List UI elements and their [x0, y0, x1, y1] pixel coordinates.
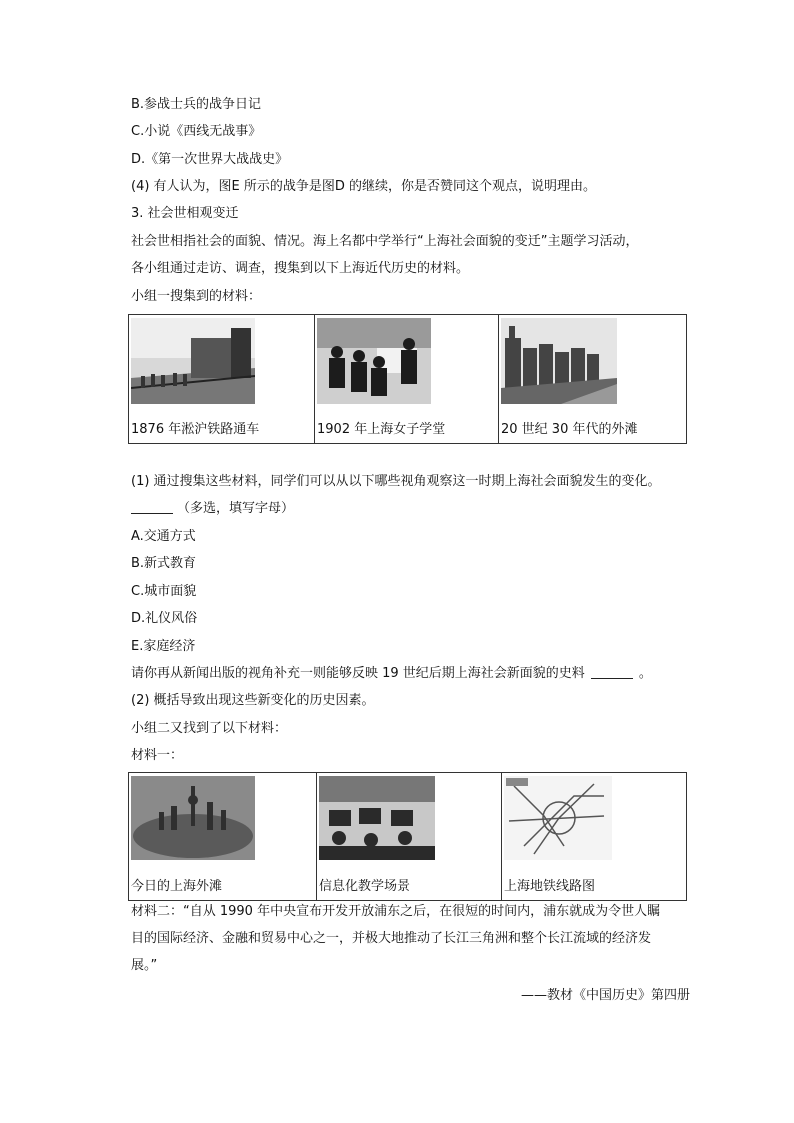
metro-map-icon: [504, 776, 612, 860]
option-b: B.新式教育: [131, 556, 197, 571]
caption: 上海地铁线路图: [504, 879, 596, 894]
supplement-question: [131, 664, 652, 684]
material-table-2: [128, 772, 687, 901]
supplement-text: 请你再从新闻出版的视角补充一则能够反映 19 世纪后期上海社会新面貌的史料: [131, 666, 585, 681]
caption: 今日的上海外滩: [131, 879, 223, 894]
table-cell: [129, 773, 317, 901]
caption: 1876 年淞沪铁路通车: [131, 422, 260, 437]
option-b: B.参战士兵的战争日记: [131, 97, 262, 112]
question-1-hint: （多选，填写字母）: [177, 501, 295, 516]
answer-blank: [591, 665, 633, 679]
question-2: (2) 概括导致出现这些新变化的历史因素。: [131, 693, 375, 708]
material-2-source: ——教材《中国历史》第四册: [520, 988, 690, 1003]
group1-label: 小组一搜集到的材料：: [131, 289, 262, 304]
table-cell: [317, 773, 502, 901]
caption: 20 世纪 30 年代的外滩: [501, 422, 638, 437]
bund-photo-icon: [501, 318, 617, 404]
table-cell: [315, 315, 499, 444]
option-e: E.家庭经济: [131, 639, 196, 654]
section-intro-2: 各小组通过走访、调查，搜集到以下上海近代历史的材料。: [131, 261, 470, 276]
supplement-end: 。: [638, 666, 652, 681]
railway-photo-icon: [131, 318, 255, 404]
material-table-1: [128, 314, 687, 444]
section-intro-1: 社会世相指社会的面貌、情况。海上名都中学举行“上海社会面貌的变迁”主题学习活动，: [131, 234, 639, 249]
option-c: C.小说《西线无战事》: [131, 124, 262, 139]
caption: 1902 年上海女子学堂: [317, 422, 446, 437]
modern-bund-photo-icon: [131, 776, 255, 860]
option-d: D.《第一次世界大战战史》: [131, 152, 289, 167]
material-2-line-1: 材料二：“自从 1990 年中央宣布开发开放浦东之后，在很短的时间内，浦东就成为令世人瞩: [131, 904, 661, 919]
option-a: A.交通方式: [131, 529, 196, 544]
school-photo-icon: [317, 318, 431, 404]
question-1: (1) 通过搜集这些材料，同学们可以从以下哪些视角观察这一时期上海社会面貌发生的变化。: [131, 474, 661, 489]
material-1-label: 材料一：: [131, 748, 184, 763]
option-d: D.礼仪风俗: [131, 611, 198, 626]
classroom-photo-icon: [319, 776, 435, 860]
caption: 信息化教学场景: [319, 879, 411, 894]
question-1-hint-line: [131, 499, 294, 519]
table-cell: [129, 315, 315, 444]
section-title: 3. 社会世相观变迁: [131, 206, 239, 221]
table-cell: [502, 773, 687, 901]
table-cell: [499, 315, 687, 444]
material-2-line-2: 目的国际经济、金融和贸易中心之一，并极大地推动了长江三角洲和整个长江流域的经济发: [131, 931, 652, 946]
group2-label: 小组二又找到了以下材料：: [131, 721, 288, 736]
question-4: (4) 有人认为，图E 所示的战争是图D 的继续，你是否赞同这个观点，说明理由。: [131, 179, 597, 194]
material-2-line-3: 展。”: [131, 958, 158, 973]
option-c: C.城市面貌: [131, 584, 197, 599]
answer-blank: [131, 500, 173, 514]
